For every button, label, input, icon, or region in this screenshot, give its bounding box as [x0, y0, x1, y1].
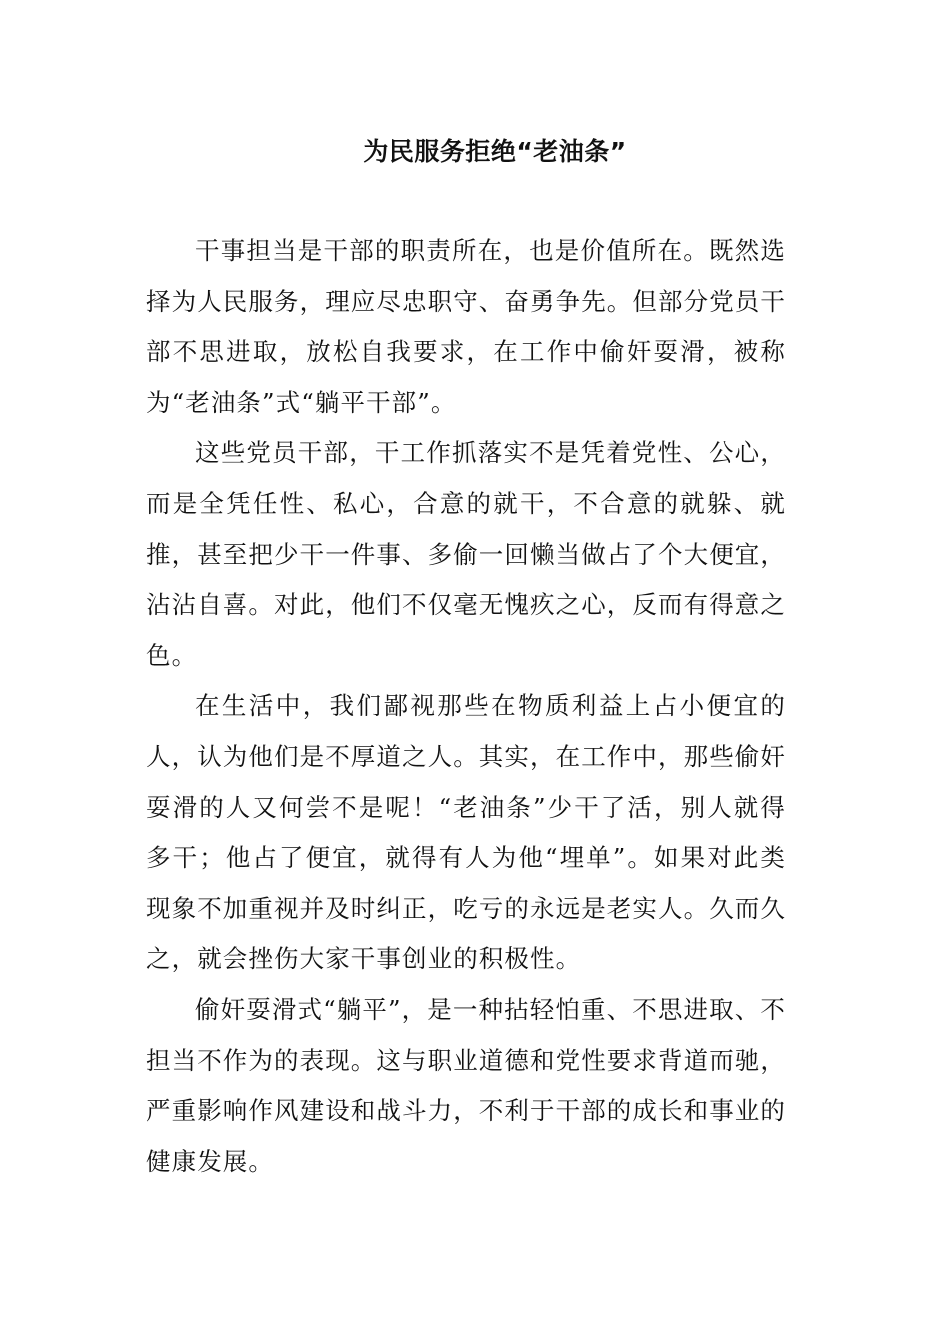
- paragraph: 这些党员干部，干工作抓落实不是凭着党性、公心，而是全凭任性、私心，合意的就干，不合意的就躲、就推，甚至把少干一件事、多偷一回懒当做占了个大便宜，沾沾自喜。对此，他们不仅毫无愧疚之心，反而有得意之色。: [146, 438, 786, 670]
- document-title: 为民服务拒绝“老油条”: [363, 137, 627, 166]
- paragraph: 干事担当是干部的职责所在，也是价值所在。既然选择为人民服务，理应尽忠职守、奋勇争先。但部分党员干部不思进取，放松自我要求，在工作中偷奸耍滑，被称为“老油条”式“躺平干部”。: [146, 236, 786, 417]
- paragraph: 偷奸耍滑式“躺平”，是一种拈轻怕重、不思进取、不担当不作为的表现。这与职业道德和党性要求背道而驰，严重影响作风建设和战斗力，不利于干部的成长和事业的健康发展。: [146, 994, 786, 1176]
- paragraph: 在生活中，我们鄙视那些在物质利益上占小便宜的人，认为他们是不厚道之人。其实，在工作中，那些偷奸耍滑的人又何尝不是呢！“老油条”少干了活，别人就得多干；他占了便宜，就得有人为他“埋单”。如果对此类现象不加重视并及时纠正，吃亏的永远是老实人。久而久之，就会挫伤大家干事创业的积极性。: [146, 691, 786, 974]
- document-body: [146, 226, 786, 1187]
